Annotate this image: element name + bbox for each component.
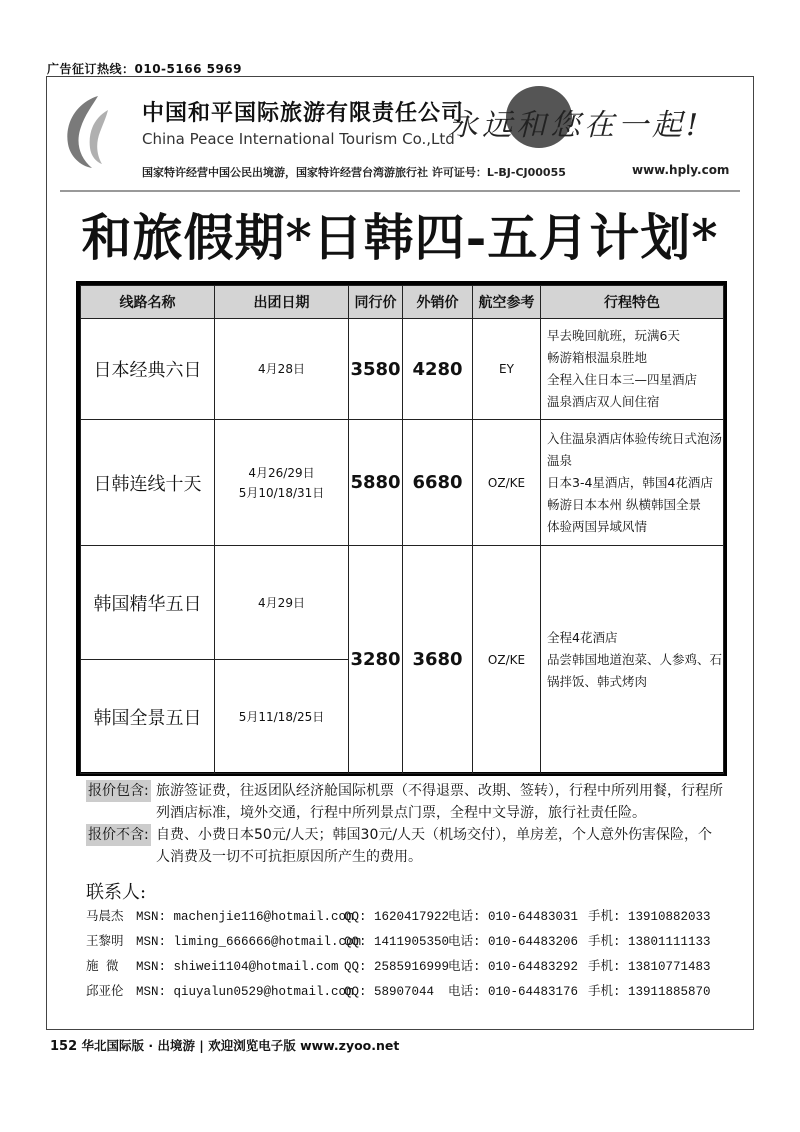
contact-name: 邱亚伦 [86,985,124,999]
trade-price: 3280 [349,546,403,774]
contact-name: 王黎明 [86,935,124,949]
header-airline: 航空参考 [473,286,541,319]
date-line: 4月29日 [258,595,305,610]
included-text: 旅游签证费，往返团队经济舱国际机票（不得退票、改期、签转），行程中所列用餐，行程所列酒店标准，境外交通，行程中所列景点门票，全程中文导游，旅行社责任险。 [156,783,723,821]
feature-line: 锅拌饭、韩式烤肉 [547,673,648,689]
feature-line: 日本3-4星酒店，韩国4花酒店 [547,474,713,490]
contact-phone: 电话: 010-64483292 [448,960,579,974]
table-header-row [81,286,724,319]
excluded-label: 报价不含: [86,824,151,846]
features [541,546,724,774]
departure-date [215,546,349,660]
contact-mobile: 手机: 13910882033 [588,910,711,924]
contact-qq: QQ: 58907044 [344,985,435,999]
contact-qq: QQ: 2585916999 [344,960,450,974]
airline: OZ/KE [473,420,541,546]
feature-line: 畅游日本本州 纵横韩国全景 [547,496,701,512]
excluded-text: 自费、小费日本50元/人天；韩国30元/人天（机场交付），单房差，个人意外伤害保险，个人消费及一切不可抗拒原因所产生的费用。 [156,827,713,865]
features [541,319,724,420]
contacts-heading: 联系人: [86,882,147,903]
price-excluded [86,824,726,868]
slogan: 永远和您在一起! [448,108,703,143]
contact-qq: QQ: 1620417922 [344,910,450,924]
retail-price: 6680 [403,420,473,546]
feature-line: 畅游箱根温泉胜地 [547,350,648,365]
price-notes [86,780,726,868]
included-label: 报价包含: [86,780,151,802]
feature-line: 温泉 [547,452,573,468]
company-name-cn: 中国和平国际旅游有限责任公司 [142,101,465,126]
feature-line: 全程入住日本三—四星酒店 [547,372,698,387]
departure-date [215,420,349,546]
airline: OZ/KE [473,546,541,774]
feature-line: 入住温泉酒店体验传统日式泡汤 [547,430,723,446]
table-row [81,420,724,546]
contact-qq: QQ: 1411905350 [344,935,450,949]
table-row [81,319,724,420]
contact-name: 施 微 [86,960,119,974]
header-retail-price: 外销价 [403,286,473,319]
date-line: 4月26/29日 [248,465,315,480]
feature-line: 体验两国异域风情 [547,518,648,534]
header-route: 线路名称 [81,286,215,319]
contact-msn[interactable]: MSN: qiuyalun0529@hotmail.com [136,985,354,999]
page-number: 152 [50,1039,78,1054]
departure-date [215,319,349,420]
contact-phone: 电话: 010-64483176 [448,985,579,999]
feature-line: 全程4花酒店 [547,629,618,645]
trade-price: 3580 [349,319,403,420]
route-name: 日本经典六日 [81,319,215,420]
feature-line: 品尝韩国地道泡菜、人参鸡、石 [547,651,723,667]
license-line: 国家特许经营中国公民出境游，国家特许经营台湾游旅行社 许可证号：L-BJ-CJ00055 [142,166,566,179]
features [541,420,724,546]
table-row [81,546,724,660]
contact-phone: 电话: 010-64483031 [448,910,579,924]
route-name: 韩国全景五日 [81,660,215,774]
page-footer [50,1036,399,1054]
retail-price: 3680 [403,546,473,774]
footer-text: 华北国际版 · 出境游 | 欢迎浏览电子版 www.zyoo.net [81,1038,400,1053]
header-features: 行程特色 [541,286,724,319]
contact-name: 马晨杰 [86,910,124,924]
contact-mobile: 手机: 13911885870 [588,985,711,999]
trade-price: 5880 [349,420,403,546]
date-line: 5月10/18/31日 [238,485,325,500]
feature-line: 早去晚回航班，玩满6天 [547,328,680,343]
ad-hotline: 广告征订热线：010-5166 5969 [47,62,243,76]
tour-table [76,281,727,776]
company-name-en: China Peace International Tourism Co.,Ltd [142,130,455,148]
contact-msn[interactable]: MSN: shiwei1104@hotmail.com [136,960,339,974]
header-trade-price: 同行价 [349,286,403,319]
website[interactable]: www.hply.com [632,163,730,177]
date-line: 5月11/18/25日 [238,709,325,724]
departure-date [215,660,349,774]
date-line: 4月28日 [258,362,305,376]
company-logo [58,92,126,170]
route-name: 日韩连线十天 [81,420,215,546]
contact-msn[interactable]: MSN: liming_666666@hotmail.com [136,935,362,949]
feature-line: 温泉酒店双人间住宿 [547,394,660,409]
contact-msn[interactable]: MSN: machenjie116@hotmail.com [136,910,354,924]
contact-mobile: 手机: 13810771483 [588,960,711,974]
contact-mobile: 手机: 13801111133 [588,935,711,949]
page-title: 和旅假期*日韩四-五月计划* [81,208,719,267]
header-date: 出团日期 [215,286,349,319]
airline: EY [473,319,541,420]
route-name: 韩国精华五日 [81,546,215,660]
contact-phone: 电话: 010-64483206 [448,935,579,949]
retail-price: 4280 [403,319,473,420]
price-included [86,780,726,824]
header-divider [60,190,740,192]
